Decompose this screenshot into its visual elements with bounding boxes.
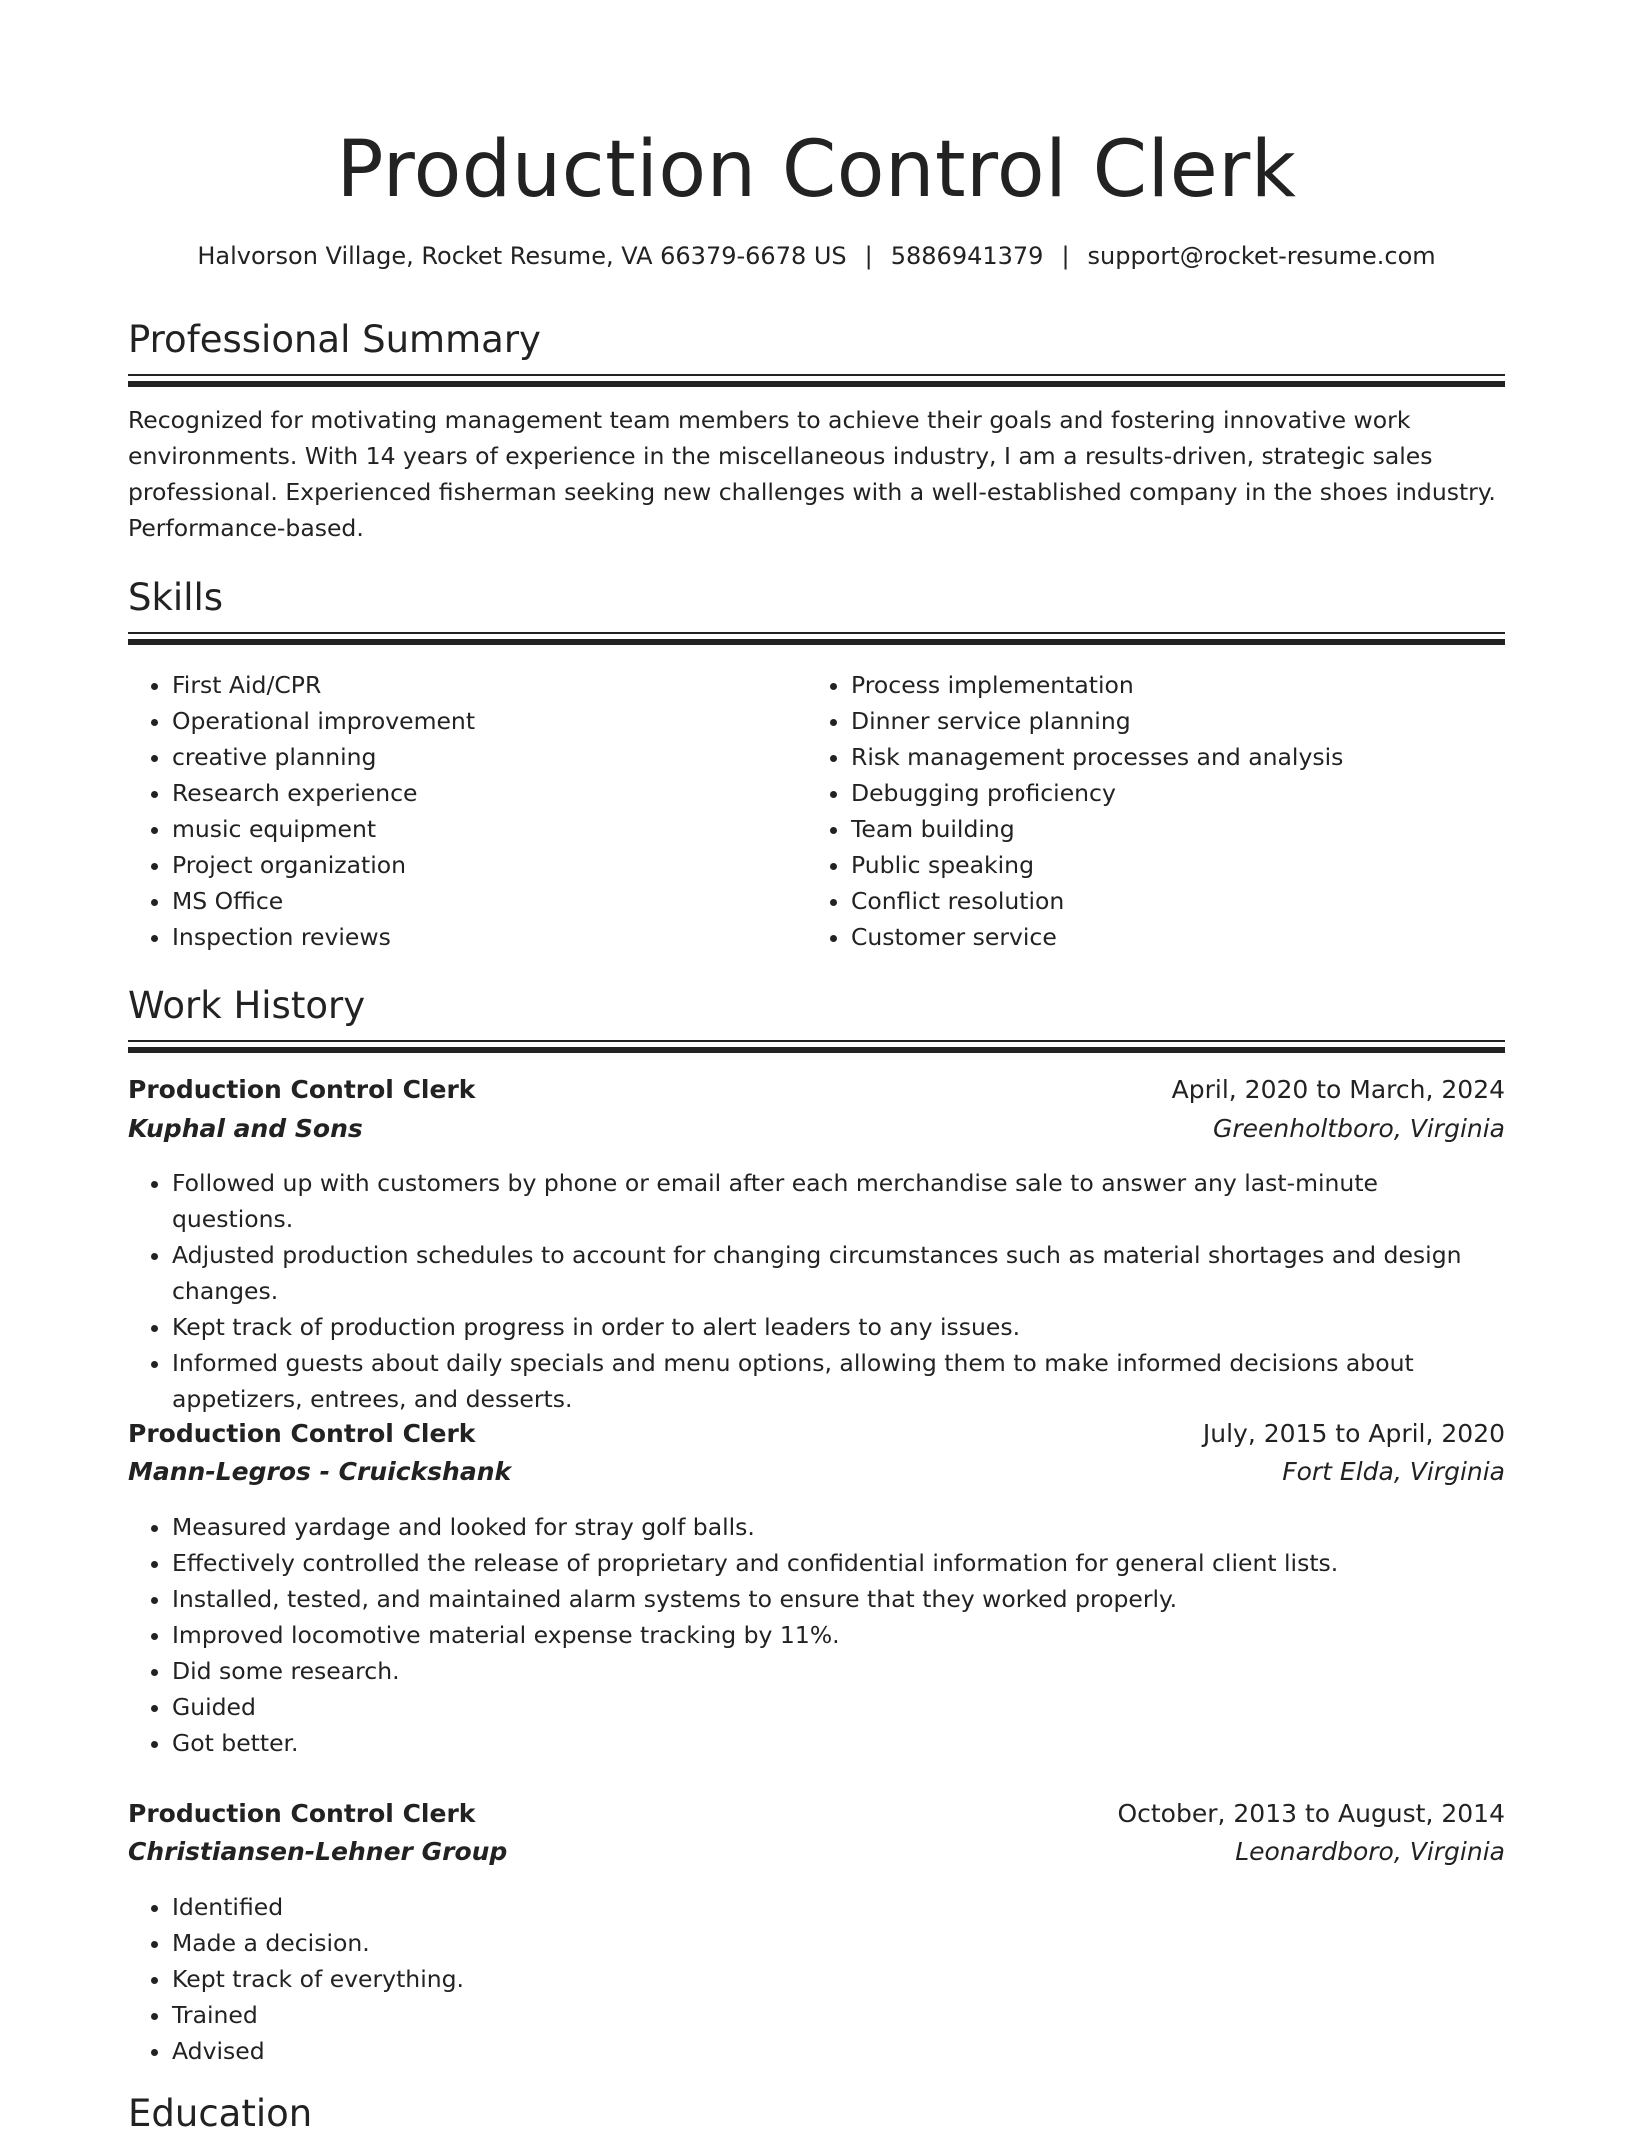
section-title-skills: Skills: [128, 576, 224, 619]
phone: 5886941379: [890, 242, 1044, 270]
job-dates: October, 2013 to August, 2014: [1117, 1799, 1505, 1828]
job-title: Production Control Clerk: [128, 1075, 476, 1104]
job-bullet: • Identified: [172, 1889, 1505, 1925]
skill-item: • creative planning: [172, 739, 812, 775]
skill-item: • Debugging proficiency: [851, 775, 1549, 811]
skill-item: • music equipment: [172, 811, 812, 847]
job-bullet: • Advised: [172, 2033, 1505, 2069]
skill-item: • Conflict resolution: [851, 883, 1549, 919]
skill-item: • Operational improvement: [172, 703, 812, 739]
section-title-education: Education: [128, 2092, 313, 2135]
job-location: Fort Elda, Virginia: [1282, 1457, 1505, 1486]
skill-item: • Customer service: [851, 919, 1549, 955]
summary-text: Recognized for motivating management team members to achieve their goals and fostering innovative work environments. With 14 years of experience in the miscellaneous industry, I am a results-driven, strategic sales professional. Experienced fisherman seeking new challenges with a well-established company in the shoes industry. Performance-based.: [128, 406, 1496, 542]
job-bullet: • Did some research.: [172, 1653, 1505, 1689]
skills-list-right: [807, 667, 1549, 955]
resume-page: [128, 0, 1505, 2135]
job-subheader: [128, 1111, 1505, 1147]
job-title: Production Control Clerk: [128, 1799, 476, 1828]
skill-item: • First Aid/CPR: [172, 667, 812, 703]
skill-item: • MS Office: [172, 883, 812, 919]
job-bullets: [128, 1509, 1505, 1761]
candidate-name: Production Control Clerk: [336, 125, 1297, 215]
address: Halvorson Village, Rocket Resume, VA 66379-6678 US: [197, 242, 847, 270]
job-bullet: • Installed, tested, and maintained alarm systems to ensure that they worked properly.: [172, 1581, 1505, 1617]
section-divider: [128, 1040, 1505, 1053]
section-divider: [128, 374, 1505, 387]
skill-item: • Inspection reviews: [172, 919, 812, 955]
section-title-work-history: Work History: [128, 984, 366, 1027]
job-bullet: • Followed up with customers by phone or email after each merchandise sale to answer any last-minute questions.: [172, 1165, 1505, 1237]
job-bullet: • Guided: [172, 1689, 1505, 1725]
company-name: Kuphal and Sons: [128, 1114, 363, 1143]
company-name: Christiansen-Lehner Group: [128, 1837, 508, 1866]
job-bullet: • Kept track of everything.: [172, 1961, 1505, 1997]
contact-separator: |: [1061, 242, 1070, 270]
skill-item: • Public speaking: [851, 847, 1549, 883]
contact-separator: |: [864, 242, 873, 270]
job-bullet: • Measured yardage and looked for stray golf balls.: [172, 1509, 1505, 1545]
job-bullet: • Adjusted production schedules to account for changing circumstances such as material shortages and design changes.: [172, 1237, 1505, 1309]
email: support@rocket-resume.com: [1087, 242, 1436, 270]
section-divider: [128, 632, 1505, 645]
job-header: [128, 1416, 1505, 1452]
skill-item: • Research experience: [172, 775, 812, 811]
skill-item: • Risk management processes and analysis: [851, 739, 1549, 775]
company-name: Mann-Legros - Cruickshank: [128, 1457, 512, 1486]
skills-list-left: [128, 667, 812, 955]
job-bullet: • Got better.: [172, 1725, 1505, 1761]
job-dates: July, 2015 to April, 2020: [1202, 1419, 1505, 1448]
job-location: Greenholtboro, Virginia: [1212, 1114, 1505, 1143]
job-bullets: [128, 1889, 1505, 2069]
job-dates: April, 2020 to March, 2024: [1171, 1075, 1505, 1104]
section-title-summary: Professional Summary: [128, 318, 541, 361]
skill-item: • Team building: [851, 811, 1549, 847]
job-bullet: • Kept track of production progress in order to alert leaders to any issues.: [172, 1309, 1505, 1345]
skill-item: • Dinner service planning: [851, 703, 1549, 739]
job-title: Production Control Clerk: [128, 1419, 476, 1448]
job-subheader: [128, 1834, 1505, 1870]
skill-item: • Project organization: [172, 847, 812, 883]
job-subheader: [128, 1454, 1505, 1490]
contact-line: [128, 238, 1505, 274]
skill-item: • Process implementation: [851, 667, 1549, 703]
job-bullets: [128, 1165, 1505, 1417]
job-location: Leonardboro, Virginia: [1235, 1837, 1505, 1866]
job-bullet: • Effectively controlled the release of proprietary and confidential information for general client lists.: [172, 1545, 1505, 1581]
job-bullet: • Informed guests about daily specials and menu options, allowing them to make informed decisions about appetizers, entrees, and desserts.: [172, 1345, 1505, 1417]
job-bullet: • Made a decision.: [172, 1925, 1505, 1961]
job-header: [128, 1072, 1505, 1108]
job-header: [128, 1796, 1505, 1832]
job-bullet: • Improved locomotive material expense tracking by 11%.: [172, 1617, 1505, 1653]
job-bullet: • Trained: [172, 1997, 1505, 2033]
